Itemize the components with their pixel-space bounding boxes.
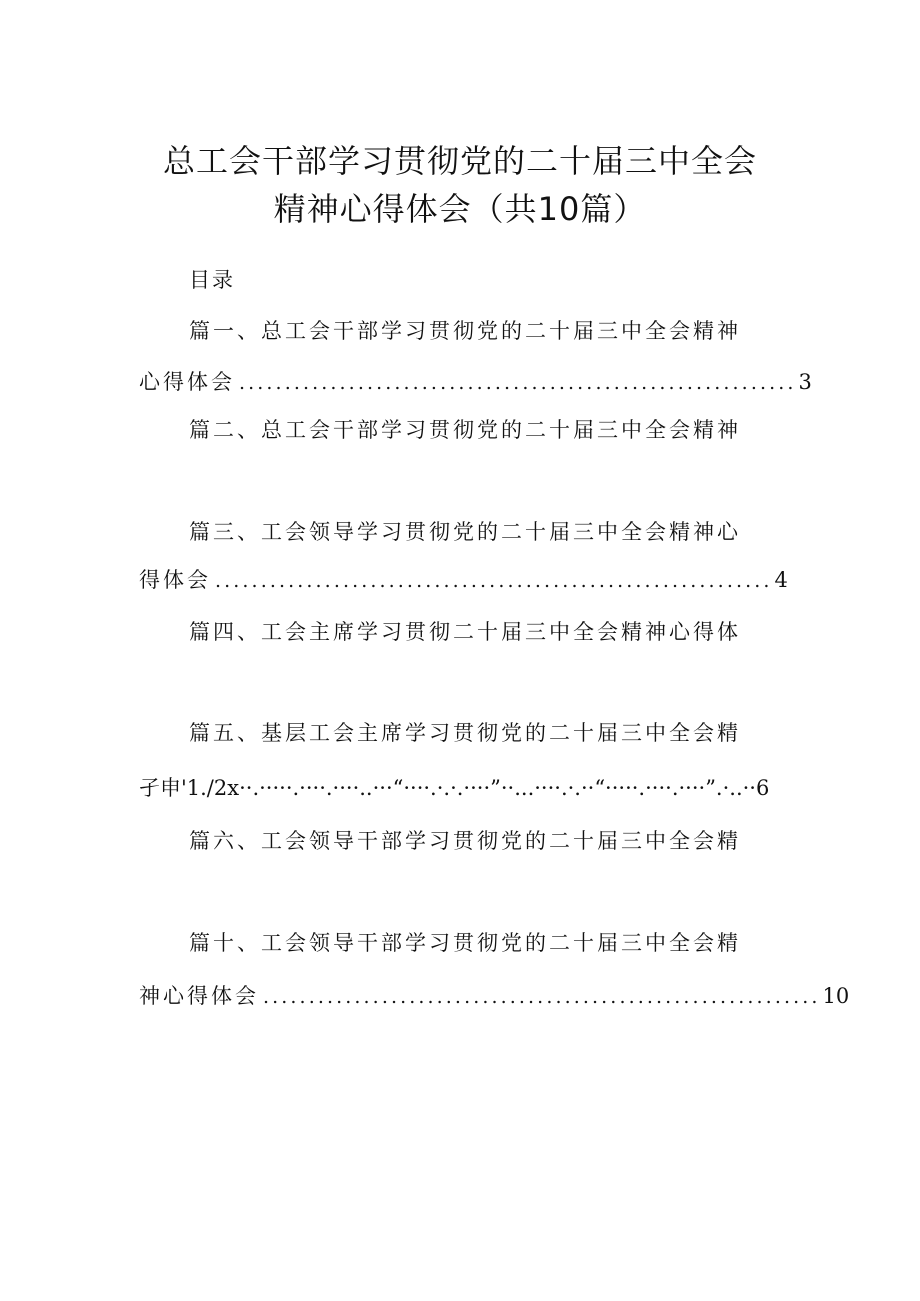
toc-entry-5-title[interactable]: 篇五、基层工会主席学习贯彻党的二十届三中全会精 <box>189 721 741 745</box>
toc-leader-dots: ............................................................. <box>215 570 773 592</box>
toc-entry-1-title[interactable]: 篇一、总工会干部学习贯彻党的二十届三中全会精神 <box>189 319 741 343</box>
toc-entry-3-page: 4 <box>774 568 788 592</box>
toc-entry-1-title-cont: 心得体会 <box>139 370 235 394</box>
toc-entry-6-title[interactable]: 篇六、工会领导干部学习贯彻党的二十届三中全会精 <box>189 829 741 853</box>
toc-entry-3-continuation[interactable] <box>139 564 788 594</box>
toc-heading: 目录 <box>189 268 235 292</box>
toc-entry-10-title-cont: 神心得体会 <box>139 984 259 1008</box>
toc-entry-3-title[interactable]: 篇三、工会领导学习贯彻党的二十届三中全会精神心 <box>189 520 741 544</box>
toc-entry-2-title[interactable]: 篇二、总工会干部学习贯彻党的二十届三中全会精神 <box>189 418 741 442</box>
toc-entry-4-title[interactable]: 篇四、工会主席学习贯彻二十届三中全会精神心得体 <box>189 620 741 644</box>
toc-entry-10-page: 10 <box>822 984 850 1008</box>
toc-entry-10-title[interactable]: 篇十、工会领导干部学习贯彻党的二十届三中全会精 <box>189 931 741 955</box>
toc-leader-dots: ............................................................. <box>239 372 797 394</box>
toc-entry-1-continuation[interactable] <box>139 366 812 396</box>
toc-leader-dots: ............................................................. <box>263 986 821 1008</box>
document-title-line-1: 总工会干部学习贯彻党的二十届三中全会 <box>162 142 757 180</box>
toc-entry-3-title-cont: 得体会 <box>139 568 211 592</box>
toc-entry-1-page: 3 <box>798 370 812 394</box>
toc-entry-5-garbled-continuation[interactable]: 孑申'1./2x··.·····.····.····..···“····.·.·.····”··...····.·.··“·····.····.····”.·..··6 <box>139 776 770 800</box>
document-title-line-2: 精神心得体会（共10篇） <box>273 190 647 228</box>
toc-entry-10-continuation[interactable] <box>139 980 850 1010</box>
